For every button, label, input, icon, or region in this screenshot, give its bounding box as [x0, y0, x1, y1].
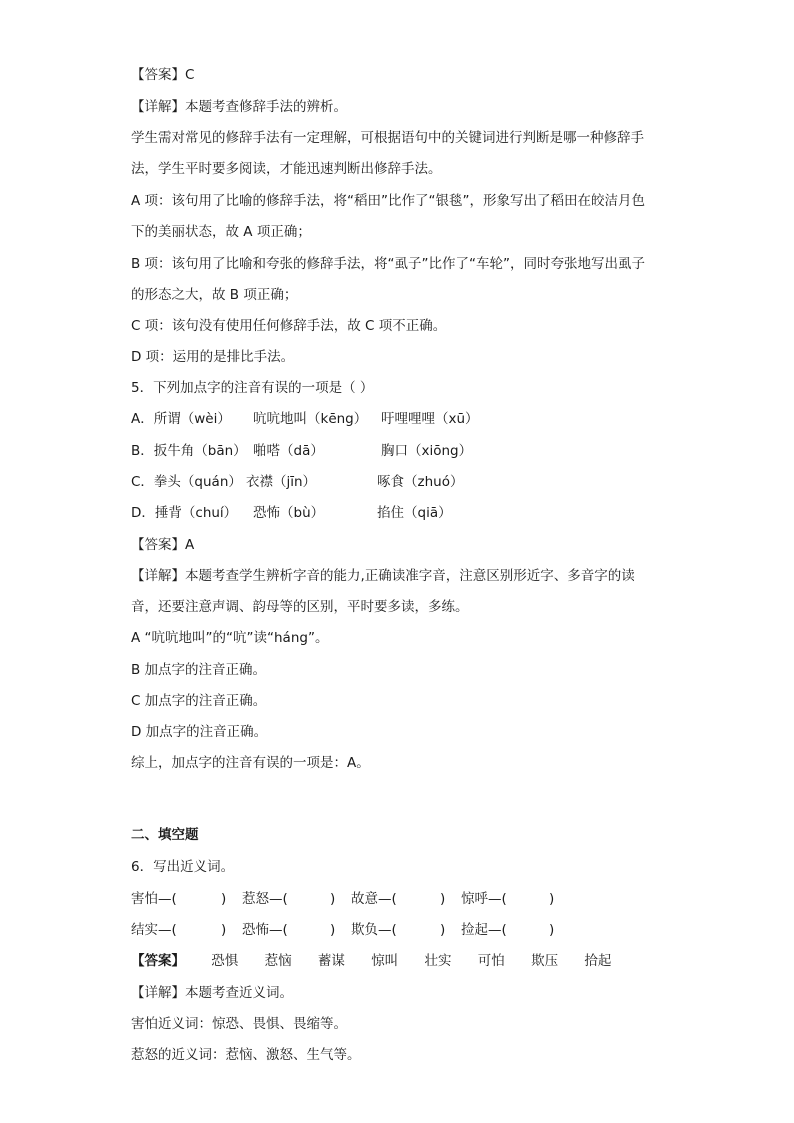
- q5-option-b-1: B．扳牛角（bān）: [131, 443, 247, 459]
- q4-answer-line: 【答案】C: [131, 67, 195, 83]
- q6-detail-2: 惹怒的近义词：惹恼、激怒、生气等。: [131, 1047, 361, 1063]
- q6-row1-blank4-close: ): [549, 891, 555, 907]
- q6-row2-word1: 结实—(: [131, 922, 177, 938]
- q6-detail-1: 害怕近义词：惊恐、畏惧、畏缩等。: [131, 1016, 347, 1032]
- q5-explain-b: B 加点字的注音正确。: [131, 662, 267, 678]
- q5-option-a-2: 吭吭地叫（kēng）: [253, 411, 368, 427]
- q4-intro-2: 法，学生平时要多阅读，才能迅速判断出修辞手法。: [131, 161, 442, 177]
- q6-row2-word2: 恐怖—(: [242, 922, 288, 938]
- section-heading: 二、填空题: [131, 827, 199, 843]
- q5-detail-1: 【详解】本题考查学生辨析字音的能力,正确读准字音，注意区别形近字、多音字的读: [131, 568, 635, 584]
- q5-option-b-2: 啪嗒（dā）: [253, 443, 324, 459]
- q6-row2-word3: 欺负—(: [351, 922, 397, 938]
- q6-answer-6: 可怕: [477, 953, 505, 969]
- q5-option-d-3: 掐住（qiā）: [377, 505, 452, 521]
- q6-answer-1: 恐惧: [211, 953, 239, 969]
- q5-option-a-3: 吁哩哩哩（xū）: [381, 411, 479, 427]
- q5-answer-line: 【答案】A: [131, 537, 195, 553]
- q6-row1-blank3-close: ): [440, 891, 446, 907]
- q5-detail-2: 音，还要注意声调、韵母等的区别，平时要多读，多练。: [131, 599, 469, 615]
- q5-option-d-1: D．捶背（chuí）: [131, 505, 238, 521]
- q5-option-c-1: C．拳头（quán）: [131, 474, 242, 490]
- q6-row1-blank2-close: ): [330, 891, 336, 907]
- q4-intro-1: 学生需对常见的修辞手法有一定理解，可根据语句中的关键词进行判断是哪一种修辞手: [131, 130, 644, 146]
- q6-row1-word4: 惊呼—(: [461, 891, 507, 907]
- q4-detail-line: 【详解】本题考查修辞手法的辨析。: [131, 99, 347, 115]
- q6-row2-word4: 捡起—(: [461, 922, 507, 938]
- q6-answer-2: 惹恼: [264, 953, 292, 969]
- q4-option-a-1: A 项：该句用了比喻的修辞手法，将“稻田”比作了“银毯”，形象写出了稻田在皎洁月色: [131, 193, 646, 209]
- q4-option-b-2: 的形态之大，故 B 项正确；: [131, 287, 298, 303]
- q6-answer-8: 拾起: [584, 953, 612, 969]
- q4-option-b-1: B 项：该句用了比喻和夸张的修辞手法，将“虱子”比作了“车轮”，同时夸张地写出虱子: [131, 256, 646, 272]
- q6-detail-line: 【详解】本题考查近义词。: [131, 985, 293, 1001]
- q5-explain-c: C 加点字的注音正确。: [131, 693, 267, 709]
- q6-answer-line: [131, 951, 633, 971]
- q6-row1-blank1-close: ): [221, 891, 227, 907]
- q6-answer-4: 惊叫: [371, 953, 399, 969]
- q6-answer-5: 壮实: [424, 953, 452, 969]
- q5-option-c-2: 衣襟（jīn）: [246, 474, 317, 490]
- q5-option-b-3: 胸口（xiōng）: [381, 443, 473, 459]
- q6-row1-word2: 惹怒—(: [242, 891, 288, 907]
- q5-explain-d: D 加点字的注音正确。: [131, 724, 268, 740]
- q6-row2-blank2-close: ): [330, 922, 336, 938]
- q5-summary: 综上，加点字的注音有误的一项是：A。: [131, 755, 370, 771]
- q4-option-d: D 项：运用的是排比手法。: [131, 349, 295, 365]
- q6-row2-blank3-close: ): [440, 922, 446, 938]
- q6-answer-7: 欺压: [531, 953, 559, 969]
- q4-option-a-2: 下的美丽状态，故 A 项正确；: [131, 224, 311, 240]
- q4-option-c: C 项：该句没有使用任何修辞手法，故 C 项不正确。: [131, 318, 447, 334]
- q5-option-a-1: A．所谓（wèi）: [131, 411, 231, 427]
- q5-stem: 5．下列加点字的注音有误的一项是（ ）: [131, 380, 374, 396]
- q6-row2-blank1-close: ): [221, 922, 227, 938]
- q6-answer-3: 蓄谋: [317, 953, 345, 969]
- q6-row1-word3: 故意—(: [351, 891, 397, 907]
- q6-answer-label: 【答案】: [131, 953, 185, 969]
- q6-row1-word1: 害怕—(: [131, 891, 177, 907]
- q5-explain-a: A “吭吭地叫”的“吭”读“háng”。: [131, 630, 329, 646]
- q6-row2-blank4-close: ): [549, 922, 555, 938]
- q5-option-c-3: 啄食（zhuó）: [377, 474, 464, 490]
- q6-stem: 6．写出近义词。: [131, 859, 235, 875]
- q5-option-d-2: 恐怖（bù）: [253, 505, 325, 521]
